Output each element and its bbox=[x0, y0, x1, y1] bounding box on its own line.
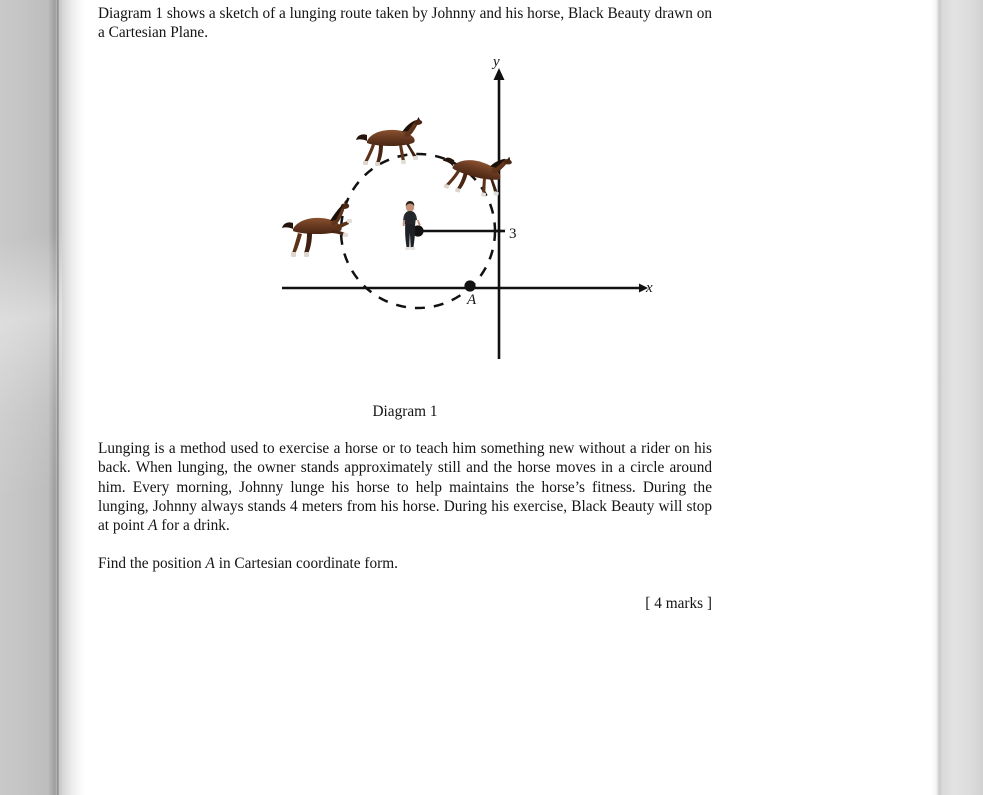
horse-right-image bbox=[436, 141, 513, 203]
y-axis-label: y bbox=[493, 54, 500, 70]
point-a-dot bbox=[464, 280, 475, 291]
y-tick-label-3: 3 bbox=[509, 226, 517, 242]
body-paragraph-tail: for a drink. bbox=[157, 517, 230, 535]
horse-top-left-image bbox=[356, 117, 422, 166]
diagram-caption: Diagram 1 bbox=[372, 402, 438, 420]
intro-paragraph: Diagram 1 shows a sketch of a lunging route taken by Johnny and his horse, Black Beauty drawn on a Cartesian Plane. bbox=[98, 5, 712, 42]
diagram-1-figure bbox=[86, 48, 931, 378]
point-a-label: A bbox=[467, 292, 477, 308]
question-tail: in Cartesian coordinate form. bbox=[214, 554, 398, 572]
caption-gap bbox=[98, 421, 712, 439]
marks-allocation: [ 4 marks ] bbox=[645, 595, 712, 613]
question-line bbox=[98, 554, 712, 573]
question-point-a: A bbox=[205, 554, 215, 572]
cartesian-diagram-svg bbox=[86, 48, 931, 378]
body-paragraph-text: Lunging is a method used to exercise a horse or to teach him something new without a rider on his back. When lunging, the owner stands approximately still and the horse moves in a circle around him. Every morning, Johnny lunge his horse to help maintains the horse’s fitness. During the lunging, Johnny always stands 4 meters from his horse. During his exercise, Black Beauty will stop at point bbox=[98, 439, 712, 535]
body-paragraph bbox=[98, 439, 712, 536]
horse-left-image bbox=[282, 200, 352, 257]
scan-gutter-right bbox=[931, 0, 983, 795]
scan-gutter-left-divider bbox=[57, 0, 59, 795]
scan-gutter-left bbox=[0, 0, 86, 795]
question-prefix: Find the position bbox=[98, 554, 206, 572]
body-paragraph-point-a: A bbox=[148, 517, 158, 535]
x-axis-label: x bbox=[646, 280, 653, 296]
scan-gutter-left-sheen bbox=[0, 0, 62, 795]
